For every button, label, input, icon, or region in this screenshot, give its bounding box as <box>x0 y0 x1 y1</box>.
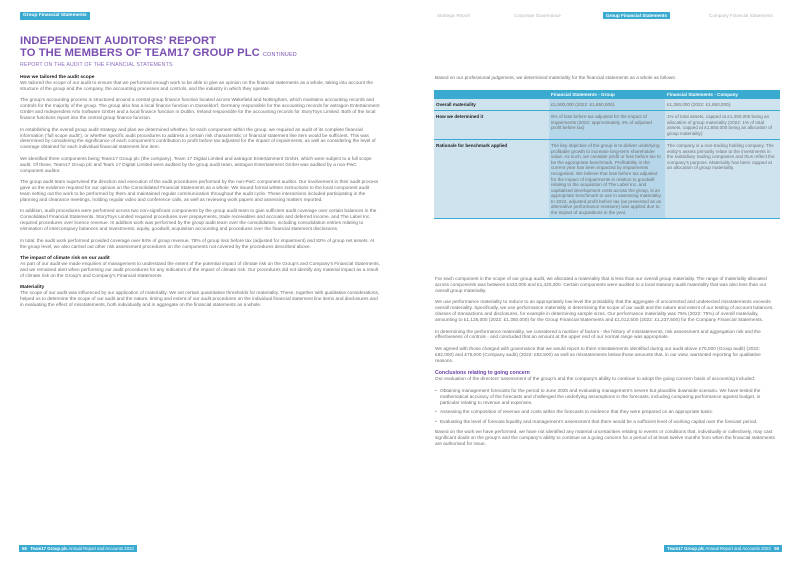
right-column <box>435 277 780 454</box>
nav-company-financial-statements[interactable]: Company Financial Statements <box>709 13 773 18</box>
materiality-paragraph: We agreed with those charged with governance that we would report to them misstatements identified during our audit above £75,000 (Group audit) (2022: £92,000) and £75,000 (Company audit) (2022: £82,500) as well as misstatements below those amounts that, in our view, warranted reporting for qualitative reasons. <box>435 346 761 364</box>
going-concern-heading: Conclusions relating to going concern <box>435 370 530 377</box>
list-item: • Obtaining management forecasts for the period to June 2025 and evaluating management’s severe but plausible downside scenario. We have tested the mathematical accuracy of the forecasts and challenged the underlying assumptions in the forecasts, including comparing performance against budget, in particular relating to revenue and expenses. <box>435 389 780 407</box>
row-label: Rationale for benchmark applied <box>434 140 549 219</box>
intro-text: Based on our professional judgement, we determined materiality for the financial statements as a whole as follows: <box>435 76 677 81</box>
footer-right <box>664 545 782 552</box>
company-cell: 1% of total assets, capped at £1,350,000 being an allocation of group materiality (2022: 1% of total assets, capped at £1,650,000 being an allocation of group materiality) <box>665 111 780 140</box>
nav-group-financial-statements[interactable]: Group Financial Statements <box>603 12 670 19</box>
group-cell: 5% of loss before tax adjusted for the impact of impairments (2022: approximately 4% of adjusted profit before tax) <box>549 111 665 140</box>
going-concern-conclusion: Based on the work we have performed, we have not identified any material uncertainties relating to events or conditions that, individually or collectively, may cast significant doubt on the group’s and the company’s ability to continue as a going concern for a period of at least twelve months from when the financial statements are authorised for issue. <box>435 430 775 448</box>
nav-strategic-report[interactable]: Strategic Report <box>437 13 471 18</box>
title-line-2 <box>20 48 297 62</box>
page-number: 59 <box>774 546 779 551</box>
materiality-heading: Materiality <box>20 285 45 291</box>
scope-paragraph: In establishing the overall group audit strategy and plan we determined whether, for each component within the group, we required an audit of its complete financial information (‘full scope audit’), or whether specific audit procedures to address a certain risk characteristic or financial statement line item would be sufficient. This was determined by considering the significance of each component’s contribution to profit before tax adjusted for the impact of impairments, as well as considering the level of coverage obtained for each individual financial statement line item. <box>20 127 376 151</box>
scope-paragraph: We tailored the scope of our audit to ensure that we performed enough work to be able to give an opinion on the financial statements as a whole, taking into account the structure of the group and the company, the accounting processes and controls, and the industry in which they operate. <box>20 81 373 92</box>
materiality-paragraph: For each component in the scope of our group audit, we allocated a materiality that is less than our overall group materiality. The range of materiality allocated across components was between £433,000 and £1,425,000. Certain components were audited to a local statutory audit materiality that was also less than our overall group materiality. <box>435 277 767 294</box>
table-header-row <box>434 90 780 99</box>
section-nav <box>400 12 800 20</box>
table-row <box>434 111 780 140</box>
scope-paragraph: In total, the audit work performed provided coverage over 84% of group revenue, 78% of group loss before tax (adjusted for impairment) and 82% of group net assets. At the group level, we also carried out other risk assessment procedures on the components not covered by the procedures described above. <box>20 238 375 250</box>
scope-heading: How we tailored the audit scope <box>20 75 95 80</box>
page-number: 58 <box>22 546 27 551</box>
nav-corporate-governance[interactable]: Corporate Governance <box>514 13 561 18</box>
materiality-paragraph: In determining the performance materiality, we considered a number of factors - the history of misstatements, risk assessment and aggregation risk and the effectiveness of controls - and concluded that an amount at the upper end of our normal range was appropriate. <box>435 329 761 341</box>
page-title <box>20 36 297 61</box>
footer-left <box>19 545 137 552</box>
table-row <box>434 99 780 111</box>
table-header-company: Financial Statements - Company <box>665 90 780 99</box>
footer-company: Team17 Group plc <box>30 546 68 551</box>
title-line-2-text: TO THE MEMBERS OF TEAM17 GROUP PLC <box>20 46 260 59</box>
footer-company: Team17 Group plc <box>667 546 705 551</box>
materiality-table <box>434 90 780 219</box>
list-item: • Assessing the composition of revenue and costs within the forecasts to evidence that they were prepared on an appropriate basis. <box>435 410 780 416</box>
scope-paragraph: The group’s accounting process is structured around a central group finance function located across Wakefield and Nottingham, which maintains accounting records and controls for the majority of the group. The group also has a local finance function in Dusseldorf, Germany responsible for the accounting records for astragon Entertainment GmbH and Independent Arts Software GmbH and a local finance function in Dublin, Ireland responsible for the accounting records for StoryToys Limited. Both of the local finance functions report into the central group finance function. <box>20 98 380 122</box>
table-row <box>434 140 780 219</box>
footer-report: Annual Report and Accounts 2023 <box>68 546 134 551</box>
group-cell: £1,500,000 (2022: £1,850,000). <box>549 99 665 111</box>
going-concern-intro: Our evaluation of the directors’ assessment of the group’s and the company’s ability to continue to adopt the going concern basis of accounting included: <box>435 377 756 383</box>
materiality-paragraph: The scope of our audit was influenced by our application of materiality. We set certain quantitative thresholds for materiality. These, together with qualitative considerations, helped us to determine the scope of our audit and the nature, timing and extent of our audit procedures on the individual financial statement line items and disclosures and in evaluating the effect of misstatements, both individually and in aggregate on the financial statements as a whole. <box>20 291 380 309</box>
company-cell: The company is a non-trading holding company. The entity’s assets primarily relate to the investments in the subsidiary trading companies and thus reflect the company’s purpose. Materiality has been capped at an allocation of group materiality. <box>665 140 780 219</box>
page-subtitle: REPORT ON THE AUDIT OF THE FINANCIAL STATEMENTS <box>20 62 173 68</box>
materiality-paragraph: We use performance materiality to reduce to an appropriately low level the probability that the aggregate of uncorrected and undetected misstatements exceeds overall materiality. Specifically, we use performance materiality in determining the scope of our audit and the nature and extent of our testing of account balances, classes of transactions and disclosures, for example in determining sample sizes. Our performance materiality was 75% (2022: 75%) of overall materiality, amounting to £1,125,000 (2022: £1,350,000) for the Group Financial Statements and £1,012,500 (2022: £1,237,500) for the Company Financial Statements. <box>435 300 774 324</box>
title-line-1: INDEPENDENT AUDITORS’ REPORT <box>20 35 217 47</box>
climate-heading: The impact of climate risk on our audit <box>20 256 110 261</box>
continued-label: CONTINUED <box>263 51 297 58</box>
scope-paragraph: We identified three components being Team17 Group plc (the company), Team 17 Digital Limited and astragon Entertainment GmbH, which were subject to a full scope audit. Of these, Team17 Group plc and Team 17 Digital Limited were audited by the group audit team, astragon Entertainment GmbH was audited by a non-PwC component auditor. <box>20 156 372 174</box>
table-header-group: Financial Statements - Group <box>549 90 665 99</box>
row-label: How we determined it <box>434 111 549 140</box>
section-tab: Group Financial Statements <box>20 12 90 20</box>
materiality-intro <box>435 76 780 88</box>
row-label: Overall materiality <box>434 99 549 111</box>
company-cell: £1,350,000 (2022: £1,650,000). <box>665 99 780 111</box>
footer-report: Annual Report and Accounts 2023 <box>705 546 771 551</box>
group-cell: The key objective of the group is to deliver underlying profitable growth to increase long-term shareholder value. As such, we consider profit or loss before tax to be the appropriate benchmark. Profitability in the current year has been impacted by impairments recognised. We believe that loss before tax adjusted for the impact of impairments in relation to goodwill relating to the acquisition of The Label Inc. and capitalised development costs across the group, is an appropriate benchmark to use in assessing materiality. In 2022, adjusted profit before tax (as presented as an alternative performance measure) was applied due to the impact of acquisitions in the year. <box>549 140 665 219</box>
scope-paragraph: In addition, audit procedures were performed across two non-significant components by the group audit team to gain sufficient audit coverage over certain balances in the Consolidated Financial Statements. StoryToys Limited required procedures over prepayments, trade receivables and accruals and deferred income, and The Label Inc. required procedures over licence revenue. In addition work was performed by the group audit team over the consolidation, including consolidation entries relating to elimination of intercompany balances and investments, equity, goodwill, acquisition accounting and procedures over the financial statement disclosures. <box>20 209 377 233</box>
climate-paragraph: As part of our audit we made enquiries of management to understand the extent of the potential impact of climate risk on the Group’s and Company’s Financial Statements, and we remained alert when performing our audit procedures for any indicators of the impact of climate risk. Our procedures did not identify any material impact as a result of climate risk on the Group’s and Company’s Financial Statements. <box>20 262 380 279</box>
table-header-blank <box>434 90 549 99</box>
left-column <box>20 75 380 315</box>
going-concern-list <box>435 389 780 427</box>
scope-paragraph: The group audit team supervised the direction and execution of the audit procedures performed by the non-PwC component auditor. Our involvement in their audit process gave us the evidence required for our opinion on the Consolidated Financial Statements as a whole. We issued formal written instructions to the local component audit team setting out the work to be performed by them and maintained regular communication throughout the audit cycle. These interactions included participating in the planning and clearance meetings, holding regular video and conference calls, as well as reviewing work papers and assessing matters reported. <box>20 180 379 203</box>
list-item: • Evaluating the level of forecast liquidity and management’s assessment that there would be a sufficient level of working capital over the forecast period. <box>435 420 780 426</box>
